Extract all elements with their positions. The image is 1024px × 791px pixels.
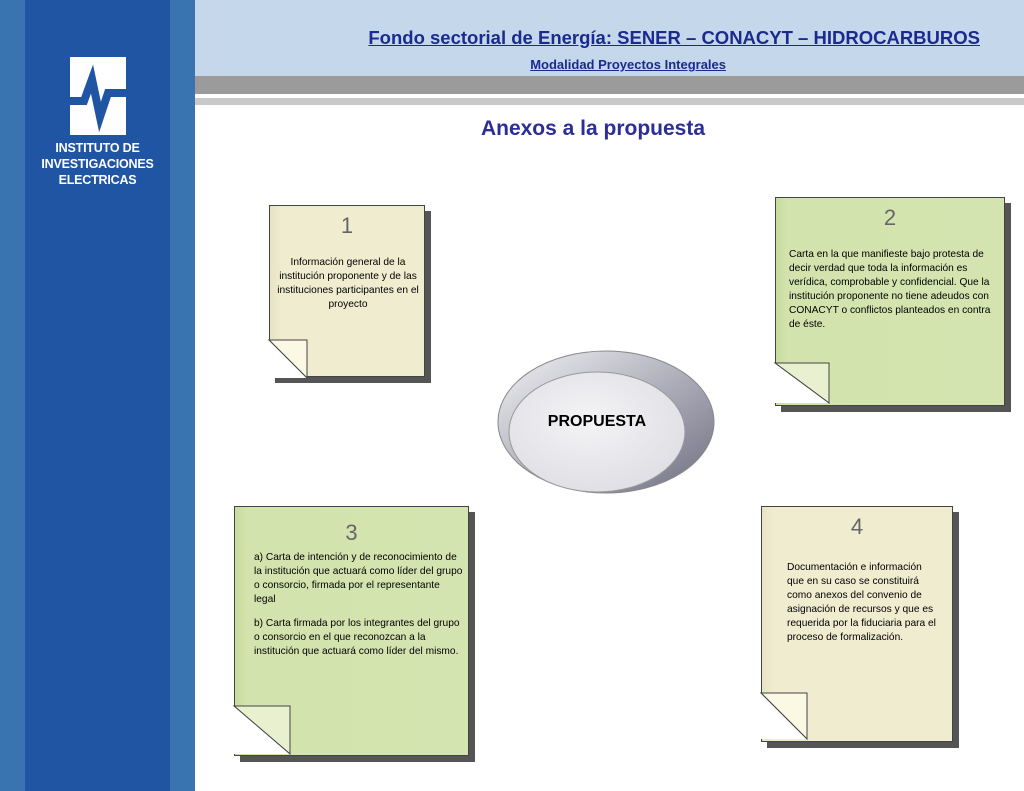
note-paragraph: Documentación e información que en su caso se constituirá como anexos del convenio de asignación de recursos y que es requerida por la fiduciaria para el proceso de formalización. <box>787 562 936 643</box>
logo-line: ELECTRICAS <box>58 173 137 187</box>
institution-name <box>25 140 170 188</box>
note-text <box>789 248 995 332</box>
note-paragraph: Carta en la que manifieste bajo protesta de decir verdad que toda la información es verídica, comprobable y confidencial. Que la institución proponente no tiene adeudos con CONACYT o conflictos planteados en contra de éste. <box>789 249 991 330</box>
annex-note-2 <box>775 197 1011 412</box>
proposal-label: PROPUESTA <box>547 413 647 430</box>
note-paragraph: Información general de la institución proponente y de las instituciones participantes en el proyecto <box>277 257 419 310</box>
annex-note-3 <box>234 506 475 762</box>
folded-corner-icon <box>234 706 292 756</box>
page-title: Anexos a la propuesta <box>480 117 706 140</box>
logo-line: INVESTIGACIONES <box>41 157 154 171</box>
note-number: 1 <box>340 213 354 238</box>
header-title: Fondo sectorial de Energía: SENER – CONACYT – HIDROCARBUROS <box>368 27 980 48</box>
folded-corner-icon <box>761 693 809 741</box>
folded-corner-icon <box>775 363 831 405</box>
logo-line: INSTITUTO DE <box>55 141 140 155</box>
sidebar-outer-continuation <box>170 76 195 105</box>
note-paragraph: a) Carta de intención y de reconocimiento de la institución que actuará como líder del grupo o consorcio, firmada por el representante legal <box>254 552 463 605</box>
header-subtitle: Modalidad Proyectos Integrales <box>530 57 726 72</box>
note-number: 2 <box>883 205 897 230</box>
folded-corner-icon <box>269 340 309 380</box>
note-text <box>254 551 464 659</box>
note-text <box>275 256 421 312</box>
note-number: 3 <box>345 520 358 545</box>
annex-note-4 <box>761 506 959 748</box>
note-number: 4 <box>850 514 864 539</box>
iie-logo-icon <box>70 57 126 135</box>
note-paragraph: b) Carta firmada por los integrantes del grupo o consorcio en el que reconozcan a la institución que actuará como líder del mismo. <box>254 618 460 657</box>
note-text <box>787 561 937 645</box>
sidebar-edge-continuation <box>0 76 25 105</box>
annex-note-1 <box>269 205 431 383</box>
